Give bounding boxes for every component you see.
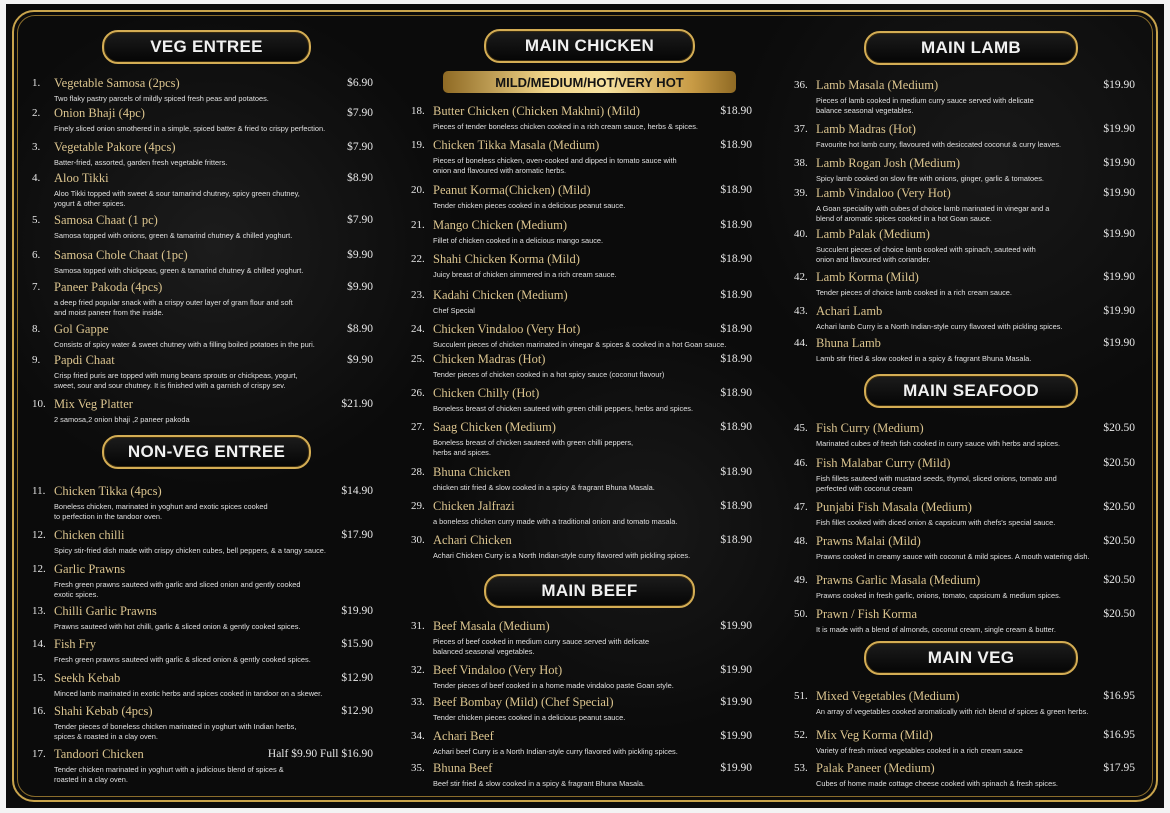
item-number: 10.	[32, 398, 46, 410]
item-description: Tender pieces of choice lamb cooked in a rich cream sauce.	[816, 288, 1012, 297]
item-name: Fish Curry (Medium)	[816, 421, 924, 435]
item-price: $21.90	[341, 398, 373, 410]
item-name: Bhuna Lamb	[816, 336, 881, 350]
item-price: $18.90	[720, 421, 752, 433]
item-price: $19.90	[1103, 305, 1135, 317]
item-name: Achari Lamb	[816, 304, 883, 318]
item-description: Spicy lamb cooked on slow fire with onions, ginger, garlic & tomatoes.	[816, 174, 1044, 183]
item-description: Beef stir fried & slow cooked in a spicy & fragrant Bhuna Masala.	[433, 779, 645, 788]
item-number: 45.	[794, 422, 808, 434]
item-number: 12.	[32, 529, 46, 541]
item-price: $19.90	[1103, 157, 1135, 169]
item-name: Lamb Rogan Josh (Medium)	[816, 156, 961, 170]
item-name: Fish Malabar Curry (Mild)	[816, 456, 951, 470]
item-number: 27.	[411, 421, 425, 433]
item-description: Tender pieces of beef cooked in a home made vindaloo paste Goan style.	[433, 681, 674, 690]
item-number: 47.	[794, 501, 808, 513]
item-name: Punjabi Fish Masala (Medium)	[816, 500, 972, 514]
item-price: $20.50	[1103, 574, 1135, 586]
item-description: Succulent pieces of choice lamb cooked with spinach, sauteed with onion and flavoured with coriander.	[816, 245, 1036, 264]
item-number: 49.	[794, 574, 808, 586]
item-name: Saag Chicken (Medium)	[433, 420, 556, 434]
item-number: 31.	[411, 620, 425, 632]
item-number: 6.	[32, 249, 41, 261]
item-price: $18.90	[720, 219, 752, 231]
section-heading: VEG ENTREE	[102, 30, 311, 64]
item-price: $9.90	[347, 354, 373, 366]
item-price: $19.90	[1103, 187, 1135, 199]
item-name: Fish Fry	[54, 637, 97, 651]
item-price: $18.90	[720, 387, 752, 399]
item-description: Lamb stir fried & slow cooked in a spicy & fragrant Bhuna Masala.	[816, 354, 1032, 363]
item-number: 50.	[794, 608, 808, 620]
item-name: Prawns Malai (Mild)	[816, 534, 921, 548]
item-number: 2.	[32, 107, 41, 119]
item-description: Boneless breast of chicken sauteed with green chilli peppers, herbs and spices.	[433, 404, 694, 413]
item-price: $19.90	[1103, 79, 1135, 91]
item-price: $18.90	[720, 289, 752, 301]
item-number: 51.	[794, 690, 808, 702]
item-price: $8.90	[347, 323, 373, 335]
item-name: Chicken Tikka (4pcs)	[54, 484, 162, 498]
item-description: Juicy breast of chicken simmered in a rich cream sauce.	[433, 270, 617, 279]
item-price: Half $9.90 Full $16.90	[267, 748, 373, 760]
item-description: Prawns cooked in creamy sauce with coconut & mild spices. A mouth watering dish.	[816, 552, 1090, 561]
item-description: Tender chicken marinated in yoghurt with a judicious blend of spices & roasted in a clay oven.	[54, 765, 284, 784]
item-number: 5.	[32, 214, 41, 226]
item-number: 29.	[411, 500, 425, 512]
item-name: Bhuna Beef	[433, 761, 493, 775]
item-description: Cubes of home made cottage cheese cooked with spinach & fresh spices.	[816, 779, 1058, 788]
item-name: Mix Veg Korma (Mild)	[816, 728, 933, 742]
item-name: Butter Chicken (Chicken Makhni) (Mild)	[433, 104, 640, 118]
item-number: 4.	[32, 172, 41, 184]
item-price: $18.90	[720, 323, 752, 335]
item-description: Fresh green prawns sauteed with garlic & sliced onion & gently cooked spices.	[54, 655, 311, 664]
item-name: Mango Chicken (Medium)	[433, 218, 568, 232]
item-description: Chef Special	[433, 306, 475, 315]
item-description: Succulent pieces of chicken marinated in vinegar & spices & cooked in a hot Goan sauce.	[433, 340, 727, 349]
item-description: Tender chicken pieces cooked in a delicious peanut sauce.	[433, 713, 626, 722]
item-description: Pieces of tender boneless chicken cooked in a rich cream sauce, herbs & spices.	[433, 122, 698, 131]
item-description: Achari lamb Curry is a North Indian-style curry flavored with pickling spices.	[816, 322, 1063, 331]
item-name: Garlic Prawns	[54, 562, 126, 576]
item-description: Batter-fried, assorted, garden fresh vegetable fritters.	[54, 158, 228, 167]
item-number: 15.	[32, 672, 46, 684]
item-name: Onion Bhaji (4pc)	[54, 106, 145, 120]
item-price: $12.90	[341, 705, 373, 717]
item-number: 53.	[794, 762, 808, 774]
item-price: $20.50	[1103, 501, 1135, 513]
item-name: Beef Masala (Medium)	[433, 619, 550, 633]
item-name: Achari Beef	[433, 729, 494, 743]
item-price: $9.90	[347, 281, 373, 293]
item-number: 30.	[411, 534, 425, 546]
item-number: 39.	[794, 187, 808, 199]
item-description: Fresh green prawns sauteed with garlic and sliced onion and gently cooked exotic spices.	[54, 580, 301, 599]
section-heading: NON-VEG ENTREE	[102, 435, 311, 469]
section-heading: MAIN VEG	[864, 641, 1078, 675]
item-name: Chicken Jalfrazi	[433, 499, 515, 513]
item-number: 13.	[32, 605, 46, 617]
item-name: Seekh Kebab	[54, 671, 121, 685]
item-name: Vegetable Pakore (4pcs)	[54, 140, 176, 154]
item-name: Shahi Chicken Korma (Mild)	[433, 252, 580, 266]
item-name: Lamb Korma (Mild)	[816, 270, 919, 284]
item-name: Paneer Pakoda (4pcs)	[54, 280, 163, 294]
item-name: Lamb Madras (Hot)	[816, 122, 916, 136]
item-price: $17.90	[341, 529, 373, 541]
item-description: Fillet of chicken cooked in a delicious mango sauce.	[433, 236, 604, 245]
item-description: Achari Chicken Curry is a North Indian-style curry flavored with pickling spices.	[433, 551, 691, 560]
item-number: 1.	[32, 77, 41, 89]
item-price: $19.90	[1103, 123, 1135, 135]
item-name: Chicken Chilly (Hot)	[433, 386, 540, 400]
item-name: Mixed Vegetables (Medium)	[816, 689, 960, 703]
item-description: Marinated cubes of fresh fish cooked in curry sauce with herbs and spices.	[816, 439, 1061, 448]
item-name: Prawn / Fish Korma	[816, 607, 918, 621]
item-number: 38.	[794, 157, 808, 169]
item-number: 24.	[411, 323, 425, 335]
spice-level-banner: MILD/MEDIUM/HOT/VERY HOT	[443, 71, 736, 93]
item-name: Mix Veg Platter	[54, 397, 133, 411]
item-price: $19.90	[720, 730, 752, 742]
item-number: 16.	[32, 705, 46, 717]
item-name: Chicken Tikka Masala (Medium)	[433, 138, 600, 152]
item-number: 42.	[794, 271, 808, 283]
item-number: 36.	[794, 79, 808, 91]
item-description: Boneless breast of chicken sauteed with green chilli peppers, herbs and spices.	[433, 438, 634, 457]
item-description: Tender chicken pieces cooked in a delicious peanut sauce.	[433, 201, 626, 210]
item-price: $18.90	[720, 466, 752, 478]
item-name: Palak Paneer (Medium)	[816, 761, 935, 775]
item-description: chicken stir fried & slow cooked in a spicy & fragrant Bhuna Masala.	[433, 483, 655, 492]
item-name: Vegetable Samosa (2pcs)	[54, 76, 180, 90]
item-name: Chicken Madras (Hot)	[433, 352, 546, 366]
item-description: Finely sliced onion smothered in a simple, spiced batter & fried to crispy perfection.	[54, 124, 326, 133]
item-description: Prawns sauteed with hot chilli, garlic & sliced onion & gently cooked spices.	[54, 622, 301, 631]
item-description: It is made with a blend of almonds, coconut cream, single cream & butter.	[816, 625, 1056, 634]
item-price: $6.90	[347, 77, 373, 89]
item-price: $19.90	[341, 605, 373, 617]
item-name: Prawns Garlic Masala (Medium)	[816, 573, 981, 587]
item-description: Achari beef Curry is a North Indian-style curry flavored with pickling spices.	[433, 747, 678, 756]
item-description: a deep fried popular snack with a crispy outer layer of gram flour and soft and moist paneer from the inside.	[54, 298, 293, 317]
item-price: $18.90	[720, 139, 752, 151]
item-name: Beef Vindaloo (Very Hot)	[433, 663, 563, 677]
item-name: Lamb Masala (Medium)	[816, 78, 939, 92]
item-price: $20.50	[1103, 422, 1135, 434]
item-price: $19.90	[720, 620, 752, 632]
item-description: Prawns cooked in fresh garlic, onions, tomato, capsicum & medium spices.	[816, 591, 1061, 600]
item-name: Chicken chilli	[54, 528, 125, 542]
item-price: $19.90	[1103, 337, 1135, 349]
item-description: 2 samosa,2 onion bhaji ,2 paneer pakoda	[54, 415, 190, 424]
item-number: 52.	[794, 729, 808, 741]
item-number: 8.	[32, 323, 41, 335]
item-number: 28.	[411, 466, 425, 478]
section-heading: MAIN CHICKEN	[484, 29, 695, 63]
item-name: Papdi Chaat	[54, 353, 115, 367]
item-number: 46.	[794, 457, 808, 469]
item-name: Peanut Korma(Chicken) (Mild)	[433, 183, 591, 197]
item-description: Tender pieces of boneless chicken marinated in yoghurt with Indian herbs, spices & roasted in a clay oven.	[54, 722, 297, 741]
item-description: Crisp fried puris are topped with mung beans sprouts or chickpeas, yogurt, sweet, sour and sour chutney. It is finished with a garnish of crispy sev.	[54, 371, 298, 390]
item-number: 19.	[411, 139, 425, 151]
item-name: Bhuna Chicken	[433, 465, 511, 479]
item-description: An array of vegetables cooked aromatically with rich blend of spices & green herbs.	[816, 707, 1089, 716]
item-description: Boneless chicken, marinated in yoghurt and exotic spices cooked to perfection in the tandoor oven.	[54, 502, 268, 521]
item-price: $16.95	[1103, 690, 1135, 702]
section-heading: MAIN SEAFOOD	[864, 374, 1078, 408]
item-description: Minced lamb marinated in exotic herbs and spices cooked in tandoor on a skewer.	[54, 689, 323, 698]
item-name: Gol Gappe	[54, 322, 109, 336]
item-description: Two flaky pastry parcels of mildly spiced fresh peas and potatoes.	[54, 94, 269, 103]
item-price: $19.90	[1103, 228, 1135, 240]
item-price: $16.95	[1103, 729, 1135, 741]
item-number: 3.	[32, 141, 41, 153]
item-name: Tandoori Chicken	[54, 747, 144, 761]
item-number: 7.	[32, 281, 41, 293]
section-heading: MAIN LAMB	[864, 31, 1078, 65]
item-description: Fish fillet cooked with diced onion & capsicum with chefs's special sauce.	[816, 518, 1056, 527]
item-number: 17.	[32, 748, 46, 760]
item-number: 9.	[32, 354, 41, 366]
item-price: $15.90	[341, 638, 373, 650]
item-number: 26.	[411, 387, 425, 399]
item-number: 44.	[794, 337, 808, 349]
item-price: $7.90	[347, 107, 373, 119]
item-description: Fish fillets sauteed with mustard seeds, thymol, sliced onions, tomato and perfected with coconut cream	[816, 474, 1057, 493]
item-price: $18.90	[720, 253, 752, 265]
item-name: Lamb Palak (Medium)	[816, 227, 930, 241]
item-price: $19.90	[720, 762, 752, 774]
item-description: Variety of fresh mixed vegetables cooked in a rich cream sauce	[816, 746, 1023, 755]
item-number: 20.	[411, 184, 425, 196]
item-description: A Goan speciality with cubes of choice lamb marinated in vinegar and a blend of aromatic spices cooked in a hot Goan sauce.	[816, 204, 1050, 223]
item-price: $19.90	[720, 664, 752, 676]
item-number: 12.	[32, 563, 46, 575]
item-price: $9.90	[347, 249, 373, 261]
item-description: Pieces of beef cooked in medium curry sauce served with delicate balanced seasonal vegetables.	[433, 637, 650, 656]
item-price: $20.50	[1103, 535, 1135, 547]
menu-page	[6, 4, 1164, 808]
item-number: 35.	[411, 762, 425, 774]
section-heading: MAIN BEEF	[484, 574, 695, 608]
item-name: Lamb Vindaloo (Very Hot)	[816, 186, 951, 200]
item-number: 22.	[411, 253, 425, 265]
item-name: Chilli Garlic Prawns	[54, 604, 157, 618]
item-number: 34.	[411, 730, 425, 742]
item-price: $14.90	[341, 485, 373, 497]
item-price: $20.50	[1103, 457, 1135, 469]
item-price: $7.90	[347, 214, 373, 226]
item-name: Aloo Tikki	[54, 171, 109, 185]
item-price: $18.90	[720, 500, 752, 512]
item-description: Samosa topped with chickpeas, green & tamarind chutney & chilled yoghurt.	[54, 266, 304, 275]
item-number: 48.	[794, 535, 808, 547]
item-description: Samosa topped with onions, green & tamarind chutney & chilled yoghurt.	[54, 231, 293, 240]
item-description: a boneless chicken curry made with a traditional onion and tomato masala.	[433, 517, 678, 526]
item-name: Samosa Chaat (1 pc)	[54, 213, 158, 227]
item-price: $18.90	[720, 184, 752, 196]
item-price: $12.90	[341, 672, 373, 684]
item-name: Samosa Chole Chaat (1pc)	[54, 248, 188, 262]
item-number: 40.	[794, 228, 808, 240]
item-name: Chicken Vindaloo (Very Hot)	[433, 322, 581, 336]
item-number: 37.	[794, 123, 808, 135]
item-name: Achari Chicken	[433, 533, 512, 547]
item-number: 25.	[411, 353, 425, 365]
item-number: 32.	[411, 664, 425, 676]
item-price: $18.90	[720, 105, 752, 117]
item-price: $18.90	[720, 534, 752, 546]
item-description: Consists of spicy water & sweet chutney with a filling boiled potatoes in the puri.	[54, 340, 315, 349]
item-price: $18.90	[720, 353, 752, 365]
item-description: Pieces of boneless chicken, oven-cooked and dipped in tomato sauce with onion and flavoured with aromatic herbs.	[433, 156, 677, 175]
item-name: Shahi Kebab (4pcs)	[54, 704, 153, 718]
item-price: $19.90	[720, 696, 752, 708]
item-price: $8.90	[347, 172, 373, 184]
item-name: Kadahi Chicken (Medium)	[433, 288, 568, 302]
item-number: 14.	[32, 638, 46, 650]
item-description: Tender pieces of chicken cooked in a hot spicy sauce (coconut flavour)	[433, 370, 665, 379]
item-price: $19.90	[1103, 271, 1135, 283]
item-description: Aloo Tikki topped with sweet & sour tamarind chutney, spicy green chutney, yogurt & other spices.	[54, 189, 300, 208]
item-price: $17.95	[1103, 762, 1135, 774]
item-number: 18.	[411, 105, 425, 117]
item-description: Spicy stir-fried dish made with crispy chicken cubes, bell peppers, & a tangy sauce.	[54, 546, 326, 555]
item-price: $7.90	[347, 141, 373, 153]
item-description: Favourite hot lamb curry, flavoured with desiccated coconut & curry leaves.	[816, 140, 1062, 149]
item-number: 11.	[32, 485, 46, 497]
item-number: 23.	[411, 289, 425, 301]
item-number: 43.	[794, 305, 808, 317]
item-name: Beef Bombay (Mild) (Chef Special)	[433, 695, 614, 709]
item-description: Pieces of lamb cooked in medium curry sauce served with delicate balance seasonal vegetables.	[816, 96, 1034, 115]
item-price: $20.50	[1103, 608, 1135, 620]
item-number: 21.	[411, 219, 425, 231]
item-number: 33.	[411, 696, 425, 708]
